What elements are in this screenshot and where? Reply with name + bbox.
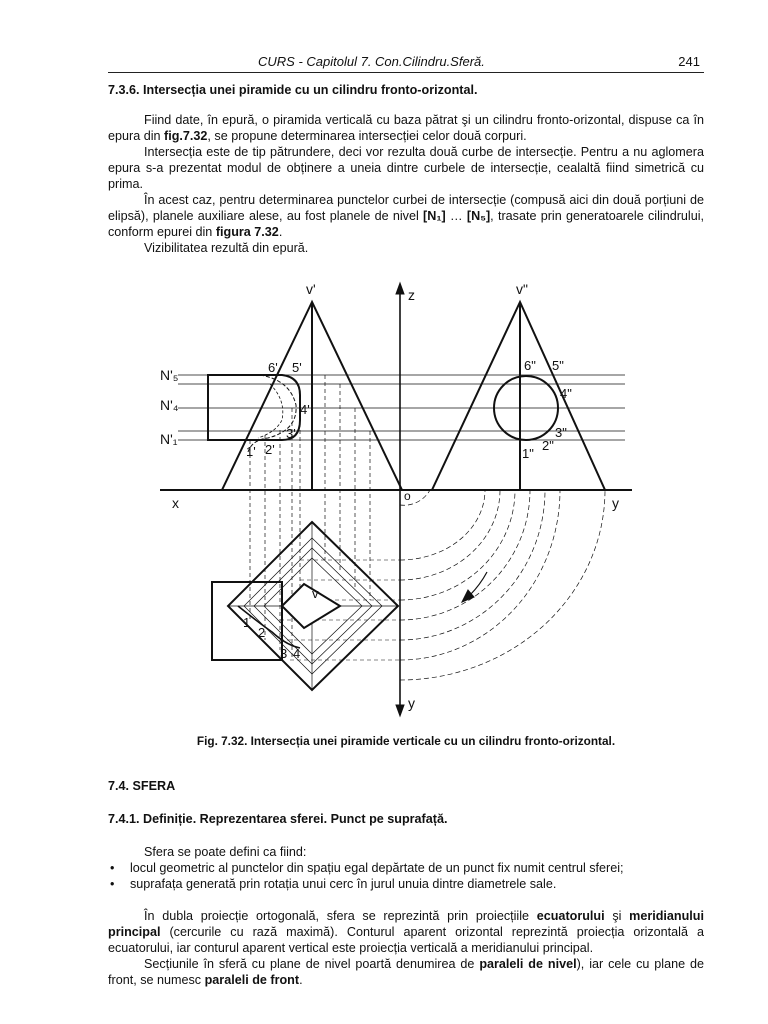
term-paraleli-nivel: paraleli de nivel — [479, 957, 577, 971]
label-6f: 6' — [268, 360, 278, 375]
label-h3: 3 — [280, 646, 288, 661]
term-paraleli-front: paraleli de front — [204, 973, 300, 987]
section-heading-sfera: 7.4. SFERA — [108, 779, 176, 793]
section-7-3-6 — [108, 82, 704, 256]
rotation-arrow — [470, 572, 487, 595]
figure-7-32-epure — [140, 270, 640, 722]
text-run: În acest caz, pentru determinarea punctelor curbei de intersecție (compusă aici din două porțiuni de elipsă), planele auxiliare alese, au fost planele de nivel — [108, 193, 704, 223]
label-4s: 4" — [560, 386, 572, 401]
label-origin: o — [404, 489, 411, 503]
page-header — [108, 52, 704, 73]
label-z: z — [408, 287, 415, 303]
text-run: În dubla proiecție ortogonală, sfera se reprezintă prin proiecțiile — [144, 909, 537, 923]
text-run: Fiind date, în epură, o piramida verticală cu baza pătrat şi un cilindru fronto-orizontal, dispuse ca în epura din — [108, 113, 704, 143]
label-2s: 2" — [542, 438, 554, 453]
plane-n5: [N₅] — [466, 209, 491, 223]
paragraph-4: Vizibilitatea rezultă din epură. — [144, 241, 309, 255]
label-h2: 2 — [258, 625, 266, 640]
list-item: • locul geometric al punctelor din spațiu egal depărtate de un punct fix numit centrul sferei; — [108, 860, 704, 876]
label-3f: 3' — [286, 426, 296, 441]
paragraph-2: Intersecția este de tip pătrundere, deci vor rezulta două curbe de intersecție. Pentru a nu aglomera epura s-a prezentat modul de obținere a uneia dintre curbele de intersecție, cealaltă fiind simetrică cu prima. — [108, 145, 704, 191]
paragraph-projection — [108, 908, 704, 956]
paragraph-1 — [108, 112, 704, 144]
label-1f: 1' — [246, 444, 256, 459]
text-run: . — [299, 973, 303, 987]
label-3s: 3" — [555, 425, 567, 440]
figure-reference: fig.7.32 — [164, 129, 208, 143]
label-5f: 5' — [292, 360, 302, 375]
label-n4: N'₄ — [160, 397, 179, 413]
section-heading: 7.3.6. Intersecția unei piramide cu un cilindru fronto-orizontal. — [108, 83, 478, 97]
pyramid-side-view — [432, 302, 605, 490]
y-arrow-down — [396, 705, 404, 716]
transfer-arcs — [400, 490, 605, 680]
plane-n1: [N₁] — [423, 209, 446, 223]
term-ecuator: ecuatorului — [536, 909, 605, 923]
definition-intro: Sfera se poate defini ca fiind: — [144, 845, 307, 859]
running-title: CURS - Capitolul 7. Con.Cilindru.Sferă. — [258, 54, 485, 69]
figure-reference: figura 7.32 — [215, 225, 279, 239]
label-h4: 4 — [293, 646, 301, 661]
label-n1: N'₁ — [160, 431, 178, 447]
label-y-right: y — [612, 495, 619, 511]
label-v-top: v — [312, 586, 319, 601]
label-6s: 6" — [524, 358, 536, 373]
paragraph-3 — [108, 192, 704, 240]
text-run: . — [278, 225, 283, 239]
text-run: … — [445, 209, 467, 223]
label-4f: 4' — [300, 402, 310, 417]
label-5s: 5" — [552, 358, 564, 373]
figure-caption: Fig. 7.32. Intersecția unei piramide verticale cu un cilindru fronto-orizontal. — [196, 734, 616, 748]
label-v-front: v' — [306, 281, 316, 297]
label-n5: N'₅ — [160, 367, 179, 383]
term-meridian: meridianului principal — [108, 909, 704, 939]
section-7-4 — [108, 778, 704, 988]
text-run: Secțiunile în sferă cu plane de nivel poartă denumirea de — [144, 957, 480, 971]
page-number: 241 — [678, 54, 700, 69]
text-run: ), iar cele cu plane de front, se numesc — [108, 957, 704, 987]
label-h1: 1 — [243, 615, 251, 630]
label-v-side: v" — [516, 281, 528, 297]
list-item: • suprafața generată prin rotația unui cerc în jurul unuia dintre diametrele sale. — [108, 876, 704, 892]
text-run: , trasate prin generatoarele cilindrului, conform epurei din — [108, 209, 704, 239]
text-run: şi — [604, 909, 630, 923]
label-1s: 1" — [522, 446, 534, 461]
subsection-heading: 7.4.1. Definiție. Reprezentarea sferei. Punct pe suprafață. — [108, 812, 448, 826]
label-y-down: y — [408, 695, 415, 711]
text-run: , se propune determinarea intersecției celor două corpuri. — [207, 129, 527, 143]
definition-list — [108, 860, 704, 892]
z-arrow — [396, 283, 404, 294]
label-x: x — [172, 495, 179, 511]
text-run: (cercurile cu rază maximă). Conturul aparent orizontal reprezintă proiecția orizontală a ecuatorului, iar conturul aparent vertical este proiecția verticală a meridianului principal. — [108, 925, 704, 955]
paragraph-sections — [108, 956, 704, 988]
label-2f: 2' — [265, 442, 275, 457]
